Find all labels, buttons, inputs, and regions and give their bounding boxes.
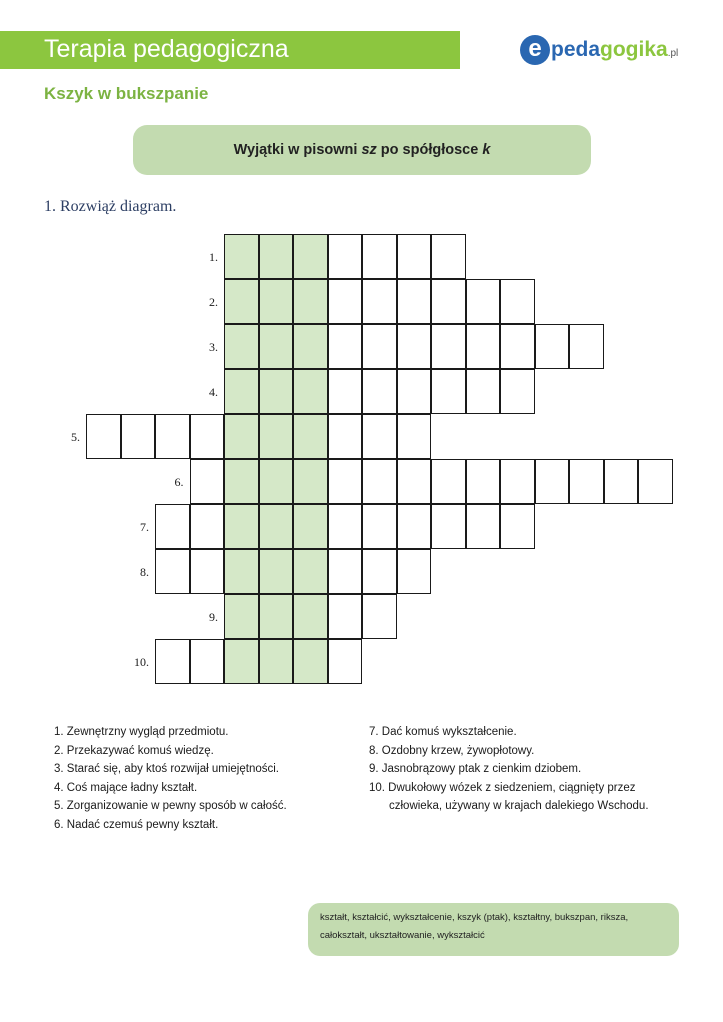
crossword-cell[interactable] [500, 504, 535, 549]
row-number: 2. [209, 295, 218, 309]
crossword-cell[interactable] [535, 324, 570, 369]
clue-10-continued: człowieka, używany w krajach dalekiego Wschodu. [389, 800, 649, 812]
crossword-cell[interactable] [224, 594, 259, 639]
clue-6: 6. Nadać czemuś pewny kształt. [54, 818, 219, 831]
crossword-cell[interactable] [397, 324, 432, 369]
crossword-cell[interactable] [535, 459, 570, 504]
crossword-cell[interactable] [328, 639, 363, 684]
header-title: Terapia pedagogiczna [44, 35, 289, 63]
crossword-cell[interactable] [362, 594, 397, 639]
topic-k: k [482, 142, 491, 158]
crossword-cell[interactable] [431, 279, 466, 324]
clue-2: 2. Przekazywać komuś wiedzę. [54, 744, 214, 757]
crossword-cell[interactable] [362, 369, 397, 414]
crossword-cell[interactable] [604, 459, 639, 504]
clues-right [369, 723, 649, 816]
row-number: 3. [209, 340, 218, 354]
crossword-cell[interactable] [224, 504, 259, 549]
topic-box [133, 125, 591, 175]
clue-7: 7. Dać komuś wykształcenie. [369, 726, 517, 738]
crossword-cell[interactable] [362, 504, 397, 549]
crossword-cell[interactable] [397, 549, 432, 594]
crossword-cell[interactable] [362, 234, 397, 279]
crossword-cell[interactable] [259, 594, 294, 639]
crossword-cell[interactable] [466, 369, 501, 414]
crossword-cell[interactable] [328, 504, 363, 549]
crossword-cell[interactable] [328, 414, 363, 459]
crossword-cell[interactable] [259, 459, 294, 504]
clue-4: 4. Coś mające ładny kształt. [54, 781, 198, 794]
crossword-cell[interactable] [293, 234, 328, 279]
crossword-cell[interactable] [362, 459, 397, 504]
crossword-cell[interactable] [224, 234, 259, 279]
crossword-cell[interactable] [293, 594, 328, 639]
crossword-cell[interactable] [569, 459, 604, 504]
word-bank [308, 903, 679, 956]
crossword-cell[interactable] [155, 549, 190, 594]
row-number: 4. [209, 385, 218, 399]
logo-e-icon: e [520, 35, 550, 65]
clue-9: 9. Jasnobrązowy ptak z cienkim dziobem. [369, 763, 582, 775]
crossword-cell[interactable] [86, 414, 121, 459]
row-number: 8. [140, 565, 149, 579]
logo-part2: gogika [600, 38, 668, 61]
crossword-cell[interactable] [224, 549, 259, 594]
crossword-cell[interactable] [431, 459, 466, 504]
crossword-cell[interactable] [397, 234, 432, 279]
clue-3: 3. Starać się, aby ktoś rozwijał umiejętności. [54, 763, 279, 775]
subtitle: Kszyk w bukszpanie [44, 84, 209, 103]
clue-8: 8. Ozdobny krzew, żywopłotowy. [369, 744, 535, 757]
crossword-cell[interactable] [190, 414, 225, 459]
crossword-cell[interactable] [328, 324, 363, 369]
row-number: 6. [174, 475, 184, 489]
logo-suffix: .pl [667, 48, 679, 59]
crossword-cell[interactable] [362, 414, 397, 459]
topic-prefix: Wyjątki w pisowni [233, 142, 362, 158]
topic-sz: sz [361, 142, 377, 158]
crossword-cell[interactable] [293, 279, 328, 324]
row-number: 1. [209, 250, 218, 264]
word-bank-line2: całokształt, ukształtowanie, wykształcić [320, 930, 485, 941]
crossword-cell[interactable] [293, 369, 328, 414]
task-heading: 1. Rozwiąż diagram. [44, 198, 177, 215]
crossword-cell[interactable] [259, 369, 294, 414]
crossword-cell[interactable] [224, 639, 259, 684]
crossword-cell[interactable] [224, 369, 259, 414]
crossword-cell[interactable] [155, 414, 190, 459]
crossword-cell[interactable] [155, 639, 190, 684]
crossword-cell[interactable] [190, 504, 225, 549]
crossword-cell[interactable] [328, 234, 363, 279]
crossword-cell[interactable] [569, 324, 604, 369]
crossword-cell[interactable] [259, 504, 294, 549]
crossword-cell[interactable] [638, 459, 673, 504]
crossword-cell[interactable] [259, 549, 294, 594]
crossword-cell[interactable] [155, 504, 190, 549]
crossword-cell[interactable] [397, 459, 432, 504]
clue-10: 10. Dwukołowy wózek z siedzeniem, ciągnięty przez [369, 781, 636, 794]
crossword-cell[interactable] [224, 324, 259, 369]
crossword-cell[interactable] [362, 324, 397, 369]
crossword-cell[interactable] [121, 414, 156, 459]
crossword-cell[interactable] [431, 504, 466, 549]
crossword-cell[interactable] [397, 369, 432, 414]
crossword-cell[interactable] [293, 504, 328, 549]
clues-left [54, 723, 287, 834]
crossword-cell[interactable] [293, 549, 328, 594]
crossword-cell[interactable] [328, 279, 363, 324]
crossword-cell[interactable] [259, 279, 294, 324]
crossword-cell[interactable] [466, 459, 501, 504]
topic-middle: po spółgłosce [376, 142, 483, 158]
crossword-cell[interactable] [259, 639, 294, 684]
crossword-cell[interactable] [259, 234, 294, 279]
row-number: 10. [134, 655, 149, 669]
crossword-cell[interactable] [397, 279, 432, 324]
crossword-cell[interactable] [500, 369, 535, 414]
crossword-cell[interactable] [328, 459, 363, 504]
crossword-cell[interactable] [466, 324, 501, 369]
crossword-cell[interactable] [397, 504, 432, 549]
crossword-cell[interactable] [500, 459, 535, 504]
word-bank-line1: kształt, kształcić, wykształcenie, kszyk (ptak), kształtny, bukszpan, riksza, [320, 912, 629, 923]
crossword-cell[interactable] [293, 459, 328, 504]
crossword-cell[interactable] [431, 324, 466, 369]
crossword-cell[interactable] [259, 324, 294, 369]
crossword-cell[interactable] [224, 414, 259, 459]
crossword-cell[interactable] [190, 459, 225, 504]
crossword-cell[interactable] [293, 414, 328, 459]
crossword-cell[interactable] [397, 414, 432, 459]
crossword-cell[interactable] [431, 234, 466, 279]
logo-wordmark [551, 38, 678, 62]
crossword-cell[interactable] [293, 639, 328, 684]
epedagogika-logo[interactable] [520, 32, 678, 68]
crossword-cell[interactable] [224, 459, 259, 504]
crossword-cell[interactable] [328, 369, 363, 414]
row-number: 9. [209, 610, 218, 624]
logo-part1: peda [551, 38, 601, 61]
row-number: 7. [140, 520, 149, 534]
crossword-cell[interactable] [293, 324, 328, 369]
crossword-cell[interactable] [466, 504, 501, 549]
crossword-cell[interactable] [190, 549, 225, 594]
crossword-cell[interactable] [224, 279, 259, 324]
crossword-cell[interactable] [328, 549, 363, 594]
crossword-cell[interactable] [362, 549, 397, 594]
crossword-cell[interactable] [500, 279, 535, 324]
crossword-cell[interactable] [259, 414, 294, 459]
crossword-cell[interactable] [190, 639, 225, 684]
crossword-cell[interactable] [500, 324, 535, 369]
crossword-cell[interactable] [466, 279, 501, 324]
crossword-cell[interactable] [362, 279, 397, 324]
crossword-cell[interactable] [431, 369, 466, 414]
clue-1: 1. Zewnętrzny wygląd przedmiotu. [54, 726, 229, 738]
clue-5: 5. Zorganizowanie w pewny sposób w całość. [54, 800, 287, 812]
row-number: 5. [71, 430, 80, 444]
crossword-cell[interactable] [328, 594, 363, 639]
